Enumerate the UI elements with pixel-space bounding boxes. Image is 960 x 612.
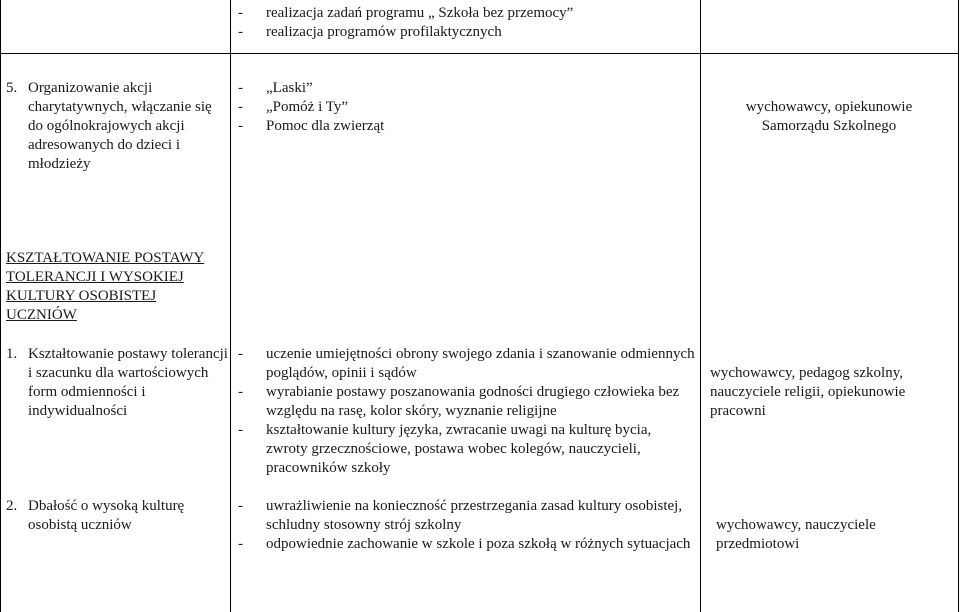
row1-responsible-cell <box>710 364 950 421</box>
list-item: - realizacja zadań programu „ Szkoła bez przemocy” <box>238 4 693 23</box>
row5-task-cell <box>6 79 224 174</box>
row-divider <box>0 53 959 54</box>
responsible-line: Samorządu Szkolnego <box>761 118 897 134</box>
list-item: - odpowiednie zachowanie w szkole i poza szkołą w różnych sytuacjach <box>238 535 693 554</box>
numbered-task <box>6 79 224 174</box>
row2-task-cell <box>6 497 224 535</box>
task-number: 1. <box>6 346 18 362</box>
task-text: Organizowanie akcji charytatywnych, włączanie się do ogólnokrajowych akcji adresowanych do dzieci i młodzieży <box>28 80 212 172</box>
top-activities-cell <box>238 4 693 42</box>
task-text: Dbałość o wysoką kulturę osobistą uczniów <box>28 498 185 533</box>
task-number: 2. <box>6 498 18 514</box>
list-item: - realizacja programów profilaktycznych <box>238 23 693 42</box>
top-activities-list <box>238 4 693 42</box>
numbered-task <box>6 497 224 535</box>
list-item: - wyrabianie postawy poszanowania godności drugiego człowieka bez względu na rasę, kolor skóry, wyznanie religijne <box>238 383 696 421</box>
row2-activities-list <box>238 497 693 554</box>
responsible-text: wychowawcy, nauczyciele przedmiotowi <box>716 517 876 552</box>
row2-activities-cell <box>238 497 693 554</box>
row5-activities-list <box>238 79 693 136</box>
task-text: Kształtowanie postawy tolerancji i szacunku dla wartościowych form odmienności i indywidualności <box>28 346 228 419</box>
section-heading-cell <box>6 249 212 325</box>
section-heading: KSZTAŁTOWANIE POSTAWY TOLERANCJI I WYSOKIEJ KULTURY OSOBISTEJ UCZNIÓW <box>6 250 205 323</box>
column-divider-1 <box>230 0 231 612</box>
list-item: - „Laski” <box>238 79 693 98</box>
list-item: - „Pomóż i Ty” <box>238 98 693 117</box>
table-border-right <box>958 0 959 612</box>
list-item: - uczenie umiejętności obrony swojego zdania i szanowanie odmiennych poglądów, opinii i sądów <box>238 345 696 383</box>
row1-task-cell <box>6 345 228 421</box>
row5-activities-cell <box>238 79 693 136</box>
responsible-line: wychowawcy, opiekunowie <box>745 99 913 115</box>
column-divider-2 <box>700 0 701 612</box>
list-item: - kształtowanie kultury języka, zwracanie uwagi na kulturę bycia, zwroty grzecznościowe, postawa wobec kolegów, nauczycieli, pracowników szkoły <box>238 421 696 478</box>
row2-responsible-cell <box>716 516 936 554</box>
numbered-task <box>6 345 228 421</box>
responsible-text: wychowawcy, pedagog szkolny, nauczyciele religii, opiekunowie pracowni <box>710 365 906 419</box>
list-item: - uwrażliwienie na konieczność przestrzegania zasad kultury osobistej, schludny stosowny strój szkolny <box>238 497 693 535</box>
row5-responsible-cell <box>700 98 958 136</box>
task-number: 5. <box>6 80 18 96</box>
list-item: - Pomoc dla zwierząt <box>238 117 693 136</box>
row1-activities-cell <box>238 345 696 478</box>
table-border-left <box>0 0 1 612</box>
row1-activities-list <box>238 345 696 478</box>
